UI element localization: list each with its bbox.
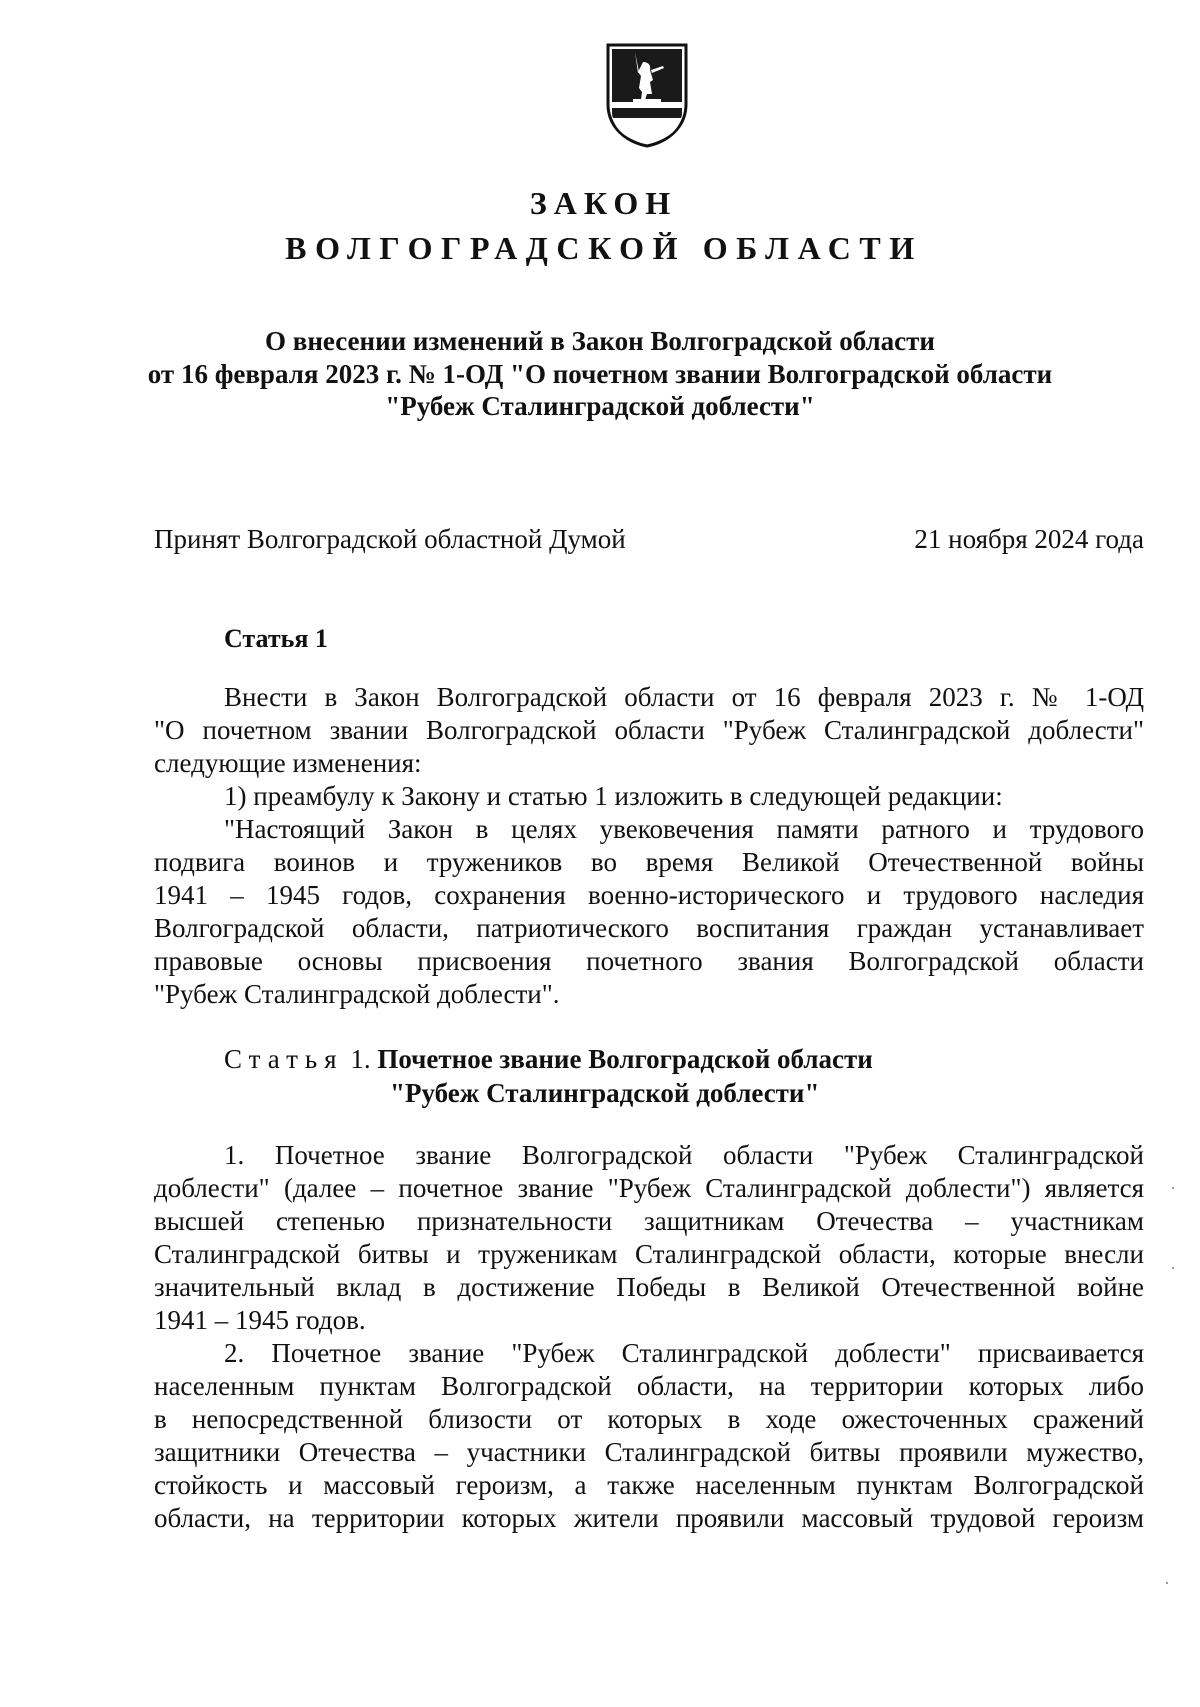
article-label: Статья bbox=[224, 1044, 344, 1074]
paragraph-line: населенным пунктам Волгоградской области, на территории которых либо bbox=[154, 1371, 1144, 1401]
article-number: 1. bbox=[350, 1044, 371, 1074]
paragraph-line: 1941 – 1945 годов, сохранения военно-исторического и трудового наследия bbox=[154, 880, 1144, 910]
paragraph-line: защитники Отечества – участники Сталинградской битвы проявили мужество, bbox=[154, 1437, 1144, 1467]
paragraph-line: 2. Почетное звание "Рубеж Сталинградской доблести" присваивается bbox=[224, 1338, 1144, 1368]
quoted-article-body bbox=[154, 1139, 1144, 1535]
paragraph-line: в непосредственной близости от которых в ходе ожесточенных сражений bbox=[154, 1404, 1144, 1434]
paragraph-line: 1. Почетное звание Волгоградской области "Рубеж Сталинградской bbox=[224, 1140, 1144, 1170]
paragraph-line: "О почетном звании Волгоградской области "Рубеж Сталинградской доблести" bbox=[154, 715, 1144, 745]
paragraph-line: следующие изменения: bbox=[154, 748, 422, 778]
subject-line: от 16 февраля 2023 г. № 1-ОД "О почетном звании Волгоградской области bbox=[147, 358, 1053, 389]
paragraph-line: подвига воинов и тружеников во время Великой Отечественной войны bbox=[154, 847, 1144, 877]
paragraph-line: Сталинградской битвы и труженикам Сталинградской области, которые внесли bbox=[154, 1239, 1144, 1269]
adopted-by: Принят Волгоградской областной Думой bbox=[154, 524, 626, 554]
scan-speck bbox=[1166, 1582, 1168, 1584]
paragraph-line: Волгоградской области, патриотического воспитания граждан устанавливает bbox=[154, 913, 1144, 943]
law-region-title: ВОЛГОГРАДСКОЙ ОБЛАСТИ bbox=[285, 230, 923, 266]
paragraph-line: области, на территории которых жители проявили массовый трудовой героизм bbox=[154, 1503, 1144, 1533]
scan-speck bbox=[1172, 1267, 1174, 1269]
article-1-body bbox=[154, 681, 1144, 1011]
paragraph-line: высшей степенью признательности защитникам Отечества – участникам bbox=[154, 1206, 1144, 1236]
paragraph-line: Внести в Закон Волгоградской области от 16 февраля 2023 г. № 1-ОД bbox=[224, 682, 1144, 712]
law-title: ЗАКОН bbox=[529, 185, 678, 221]
subject-line: О внесении изменений в Закон Волгоградской области bbox=[265, 326, 935, 356]
adoption-date: 21 ноября 2024 года bbox=[914, 524, 1144, 554]
subject-line: "Рубеж Сталинградской доблести" bbox=[385, 391, 815, 421]
paragraph-line: значительный вклад в достижение Победы в Великой Отечественной войне bbox=[154, 1272, 1144, 1302]
paragraph-line: доблести" (далее – почетное звание "Рубеж Сталинградской доблести") является bbox=[154, 1173, 1144, 1203]
article-title-line: "Рубеж Сталинградской доблести" bbox=[390, 1078, 820, 1108]
paragraph-line: стойкость и массовый героизм, а также населенным пунктам Волгоградской bbox=[154, 1470, 1144, 1500]
adoption-line bbox=[154, 521, 1144, 557]
paragraph-line: 1) преамбулу к Закону и статью 1 изложить в следующей редакции: bbox=[224, 781, 1003, 811]
paragraph-line: "Рубеж Сталинградской доблести". bbox=[154, 979, 560, 1009]
quoted-article-heading bbox=[224, 1042, 873, 1108]
paragraph-line: правовые основы присвоения почетного звания Волгоградской области bbox=[154, 946, 1144, 976]
article-heading: Статья 1 bbox=[224, 624, 328, 653]
law-subject bbox=[0, 325, 1200, 423]
scan-speck bbox=[1172, 1187, 1174, 1189]
paragraph-line: 1941 – 1945 годов. bbox=[154, 1305, 366, 1335]
volgograd-coat-of-arms-icon bbox=[605, 42, 689, 148]
paragraph-line: "Настоящий Закон в целях увековечения памяти ратного и трудового bbox=[224, 814, 1144, 844]
article-title-line: Почетное звание Волгоградской области bbox=[377, 1044, 873, 1074]
